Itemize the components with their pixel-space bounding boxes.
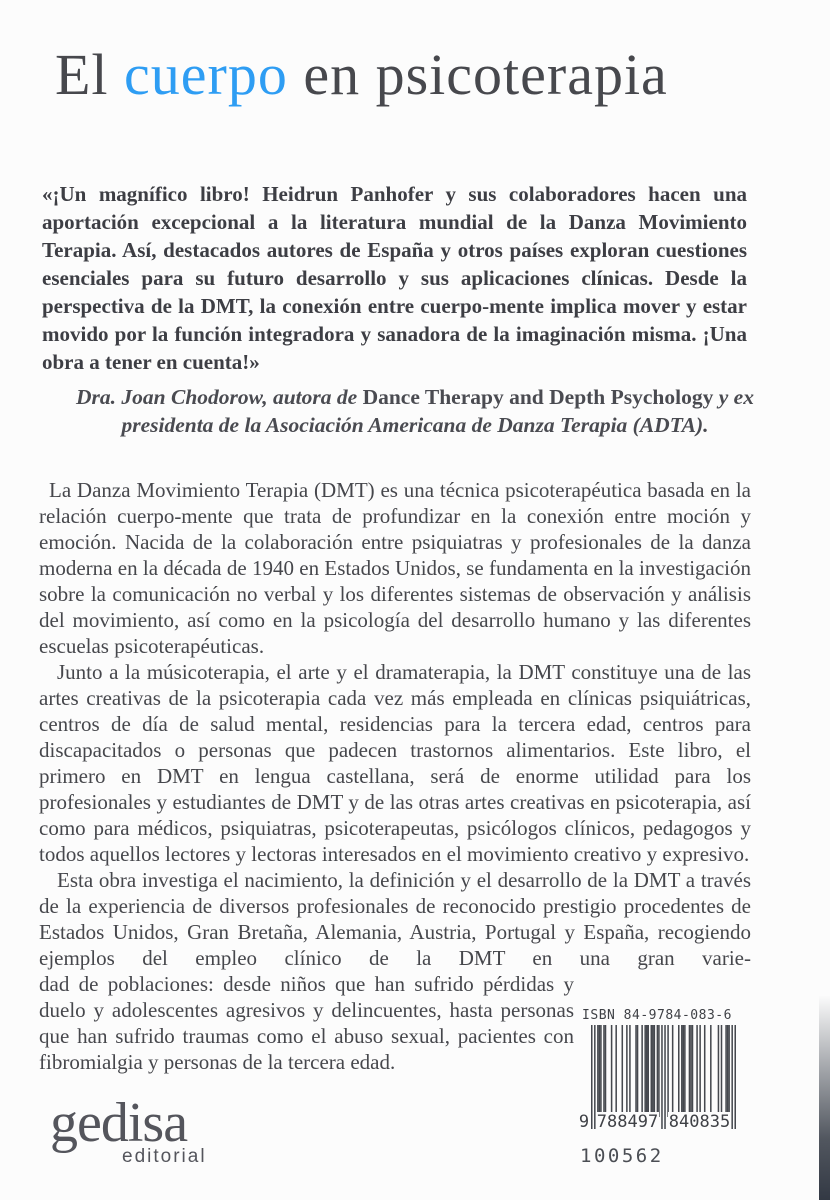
review-quote: «¡Un magnífico libro! Heidrun Panhofer y sus colaboradores hacen una aportación excepcional a la literatura mundial de la Danza Movimiento Terapia. Así, destacados autores de España y otros países exploran cuestiones esenciales para su futuro desarrollo y sus aplicaciones clínicas. Desde la perspectiva de la DMT, la conexión entre cuerpo-mente implica mover y estar movido por la función integradora y sanadora de la imaginación misma. ¡Una obra a tener en cuenta!» (42, 182, 747, 374)
attribution-prefix: Dra. Joan Chodorow, autora de (76, 385, 363, 409)
book-title (55, 42, 825, 109)
publisher-logo (50, 1092, 207, 1168)
stock-code: 100562 (580, 1145, 664, 1167)
description-paragraph-2: Junto a la músicoterapia, el arte y el dramaterapia, la DMT constituye una de las artes creativas de la psicoterapia cada vez más empleada en clínicas psiquiátricas, centros de día de salud mental, residencias para la tercera edad, centros para discapacitados o personas que padecen trastornos alimentarios. Este libro, el primero en DMT en lengua castellana, será de enorme utilidad para los profesionales y estudiantes de DMT y de las otras artes creativas en psicoterapia, así como para médicos, psiquiatras, psicoterapeutas, psicólogos clínicos, pedagogos y todos aquellos lectores y lectoras interesados en el movimiento creativo y expresivo. (39, 660, 751, 866)
back-cover-description (39, 477, 751, 1075)
barcode-bars (578, 1025, 736, 1132)
attribution-work-title: Dance Therapy and Depth Psychology (362, 385, 714, 409)
ean-digits-left: 788497 (596, 1112, 659, 1132)
description-paragraph-1: La Danza Movimiento Terapia (DMT) es una técnica psicoterapéutica basada en la relación cuerpo-mente que trata de profundizar en la conexión entre moción y emoción. Nacida de la colaboración entre psiquiatras y profesionales de la danza moderna en la década de 1940 en Estados Unidos, se fundamenta en la investigación sobre la comunicación no verbal y los diferentes sistemas de observación y análisis del movimiento, así como en la psicología del desarrollo humano y las diferentes escuelas psicoterapéuticas. (39, 478, 751, 658)
scan-edge-shadow (819, 995, 830, 1200)
quote-attribution (45, 383, 785, 439)
title-part-pre: El (55, 42, 125, 107)
attribution-suffix: y ex presidenta de la Asociación Americana de Danza Terapia (ADTA). (121, 385, 754, 437)
title-part-post: en psicoterapia (287, 42, 668, 107)
title-highlight-word: cuerpo (124, 42, 288, 107)
barcode-block (578, 1008, 738, 1167)
publisher-tagline: editorial (122, 1146, 207, 1167)
publisher-name: gedisa (50, 1092, 188, 1154)
isbn-label: ISBN 84-9784-083-6 (582, 1008, 732, 1023)
ean-digit-first: 9 (578, 1112, 590, 1132)
description-paragraph-3-narrow: dad de poblaciones: desde niños que han sufrido pérdidas y duelo y adolescentes agresivos y delincuentes, hasta personas que han sufrido traumas como el abuso sexual, pacientes con fibromialgia y personas de la tercera edad. (39, 972, 574, 1074)
ean-digits-right: 840835 (668, 1112, 731, 1132)
description-paragraph-3-wide: Esta obra investiga el nacimiento, la definición y el desarrollo de la DMT a través de la experiencia de diversos profesionales de reconocido prestigio procedentes de Estados Unidos, Gran Bretaña, Alemania, Austria, Portugal y España, recogiendo ejemplos del empleo clínico de la DMT en una gran varie- (39, 868, 751, 970)
